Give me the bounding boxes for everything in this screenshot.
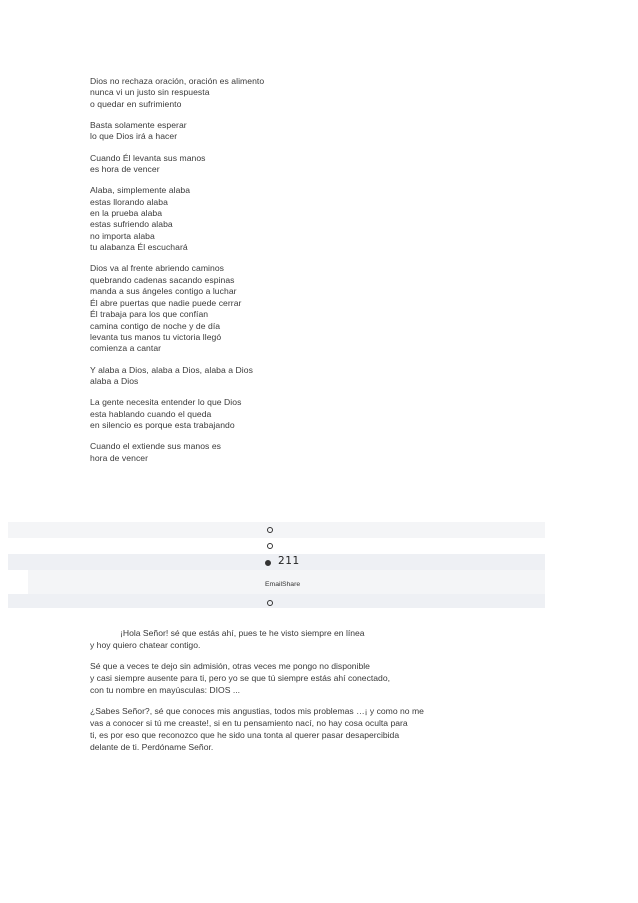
lyric-line: Él abre puertas que nadie puede cerrar xyxy=(90,297,242,308)
paragraph xyxy=(90,661,470,696)
lyric-line: hora de vencer xyxy=(90,452,149,463)
lyric-line: no importa alaba xyxy=(90,230,155,241)
stanza xyxy=(90,120,350,143)
paragraph xyxy=(90,628,470,652)
lyric-line: La gente necesita entender lo que Dios xyxy=(90,397,242,408)
lyric-line: Cuando Él levanta sus manos xyxy=(90,152,206,163)
lyrics-block xyxy=(90,76,350,474)
paragraph-line: vas a conocer si tú me creaste!, si en tu pensamiento nací, no hay cosa oculta para xyxy=(90,717,408,728)
lyric-line: alaba a Dios xyxy=(90,375,139,386)
lyric-line: quebrando cadenas sacando espinas xyxy=(90,274,235,285)
lyric-line: en la prueba alaba xyxy=(90,208,163,219)
lyric-line: comienza a cantar xyxy=(90,343,162,354)
paragraph-line: ¿Sabes Señor?, sé que conoces mis angustias, todos mis problemas …¡ y como no me xyxy=(90,706,424,717)
email-share-button[interactable]: EmailShare xyxy=(265,581,301,588)
stanza xyxy=(90,365,350,388)
lyric-line: esta hablando cuando el queda xyxy=(90,408,212,419)
lyric-line: lo que Dios irá a hacer xyxy=(90,131,178,142)
stanza xyxy=(90,185,350,253)
lyric-line: tu alabanza Él escuchará xyxy=(90,242,188,253)
lyric-line: estas sufriendo alaba xyxy=(90,219,173,230)
share-row xyxy=(8,538,545,554)
lyric-line: levanta tus manos tu victoria llegó xyxy=(90,331,222,342)
lyric-line: manda a sus ángeles contigo a luchar xyxy=(90,286,237,297)
lyric-line: es hora de vencer xyxy=(90,164,160,175)
share-row xyxy=(8,554,545,570)
paragraph xyxy=(90,706,470,753)
lyric-line: nunca vi un justo sin respuesta xyxy=(90,87,210,98)
list-bullet-icon xyxy=(267,527,273,533)
share-count[interactable]: 211 xyxy=(278,555,300,567)
paragraph-line: y hoy quiero chatear contigo. xyxy=(90,639,201,650)
lyric-line: Cuando el extiende sus manos es xyxy=(90,441,222,452)
paragraph-line: con tu nombre en mayúsculas: DIOS ... xyxy=(90,684,240,695)
lyric-line: Dios no rechaza oración, oración es alimento xyxy=(90,76,265,86)
lyric-line: camina contigo de noche y de día xyxy=(90,320,221,331)
paragraph-line: Sé que a veces te dejo sin admisión, otras veces me pongo no disponible xyxy=(90,661,370,672)
lyric-line: Alaba, simplemente alaba xyxy=(90,185,191,196)
share-row xyxy=(8,594,545,608)
lyric-line: Él trabaja para los que confían xyxy=(90,309,209,320)
lyric-line: Basta solamente esperar xyxy=(90,120,187,131)
paragraph-line: y casi siempre ausente para ti, pero yo se que tú siempre estás ahí conectado, xyxy=(90,672,390,683)
lyric-line: o quedar en sufrimiento xyxy=(90,98,182,109)
stanza xyxy=(90,397,350,431)
share-row xyxy=(8,522,545,538)
paragraph-line: delante de ti. Perdóname Señor. xyxy=(90,741,214,752)
lyric-line: Dios va al frente abriendo caminos xyxy=(90,263,225,274)
list-bullet-icon xyxy=(267,600,273,606)
paragraph-line: ti, es por eso que reconozco que he sido una tonta al querer pasar desapercibida xyxy=(90,729,400,740)
stanza xyxy=(90,153,350,176)
list-bullet-icon xyxy=(265,560,271,566)
lyric-line: estas llorando alaba xyxy=(90,196,168,207)
lyric-line: Y alaba a Dios, alaba a Dios, alaba a Dios xyxy=(90,364,253,375)
stanza xyxy=(90,263,350,354)
stanza xyxy=(90,76,350,110)
prayer-text xyxy=(90,628,470,763)
lyric-line: en silencio es porque esta trabajando xyxy=(90,419,235,430)
stanza xyxy=(90,441,350,464)
list-bullet-icon xyxy=(267,543,273,549)
paragraph-line: ¡Hola Señor! sé que estás ahí, pues te he visto siempre en línea xyxy=(120,628,365,638)
